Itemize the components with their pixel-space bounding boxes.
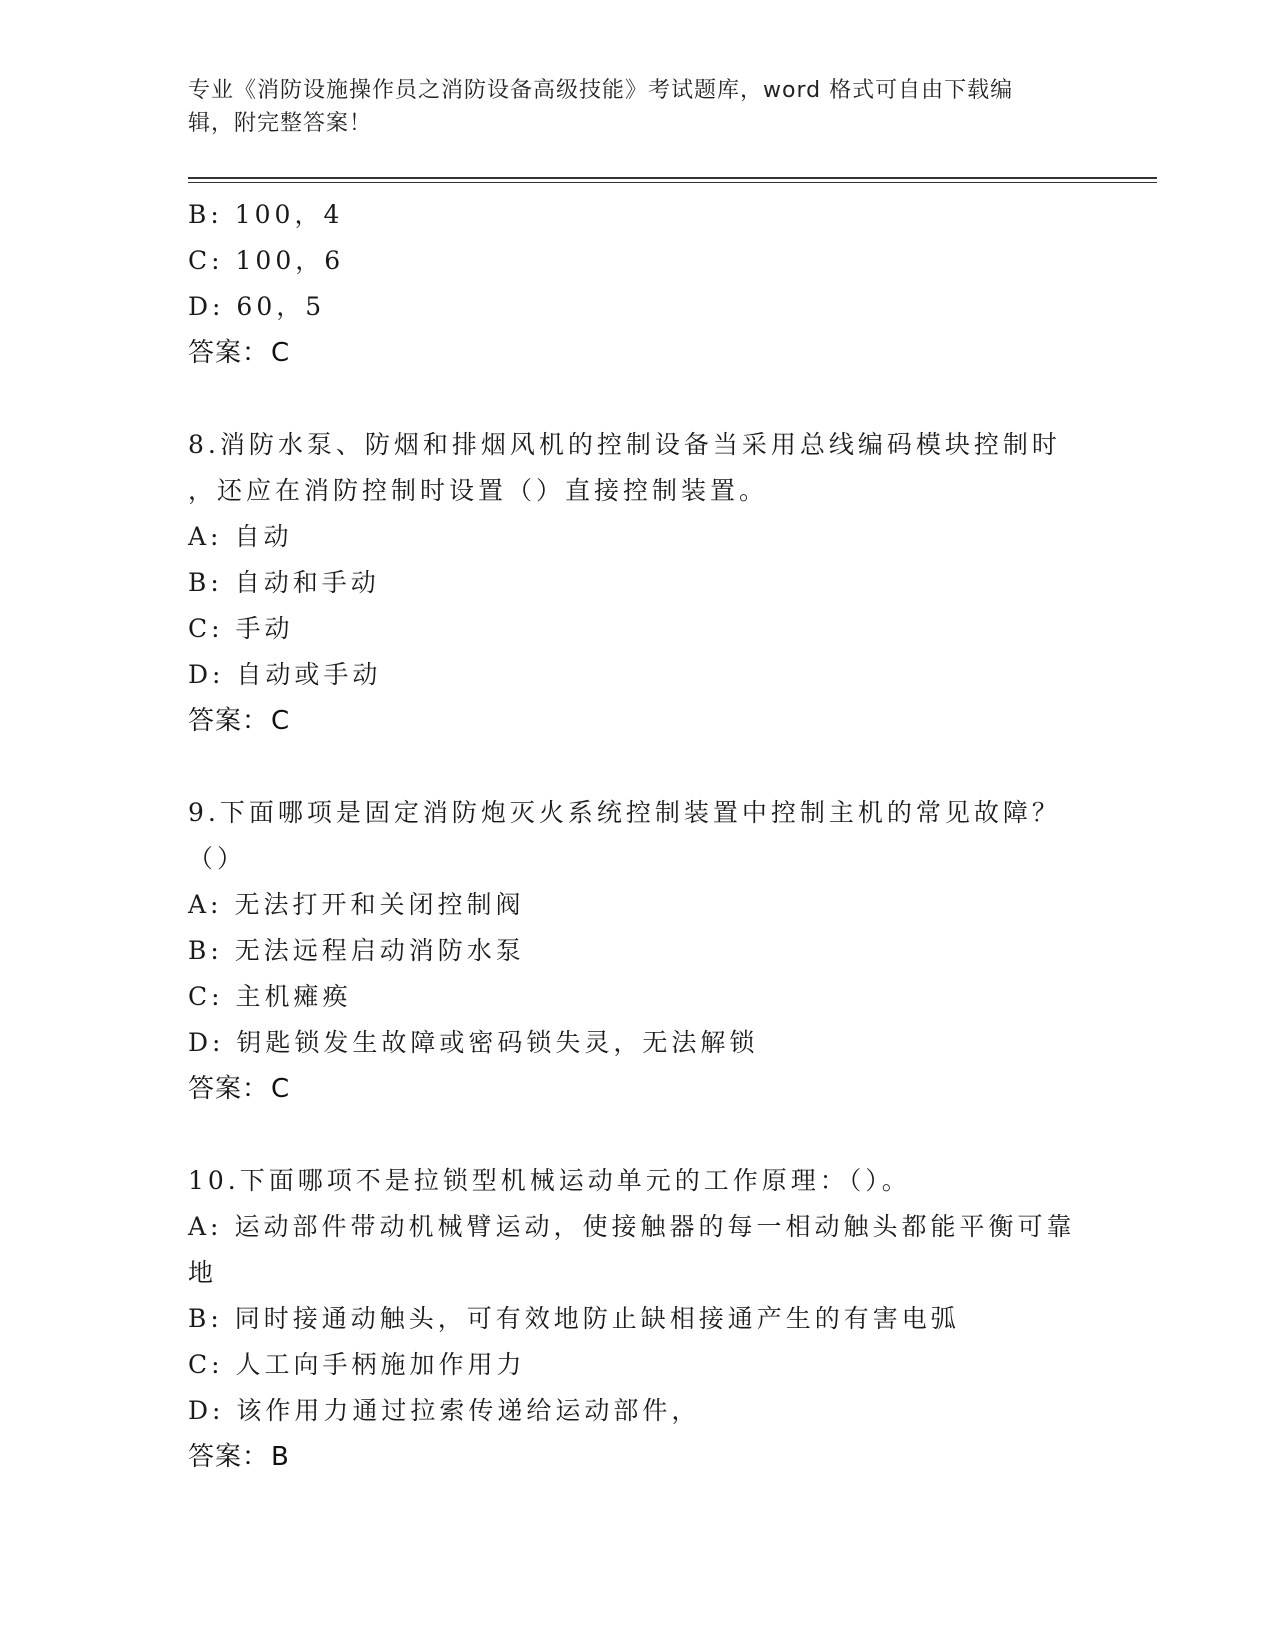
option-label: D: [188, 660, 225, 689]
answer-line [188, 698, 1108, 744]
option-c [188, 974, 1108, 1020]
question-stem-line-2: ，还应在消防控制时设置（）直接控制装置。 [188, 476, 769, 505]
question-stem-line-2: （） [188, 844, 247, 873]
answer-line [188, 1066, 1108, 1112]
option-c [188, 606, 1108, 652]
option-a-continuation: 地 [188, 1258, 218, 1287]
option-b [188, 928, 1108, 974]
option-text: 自动 [234, 522, 293, 551]
option-text: 自动和手动 [234, 568, 380, 597]
option-d [188, 284, 1108, 330]
option-text: 同时接通动触头，可有效地防止缺相接通产生的有害电弧 [234, 1304, 960, 1333]
spacer [188, 744, 1108, 790]
option-b [188, 1296, 1108, 1342]
answer-value: C [271, 706, 291, 736]
question-stem-line-1: 9.下面哪项是固定消防炮灭火系统控制装置中控制主机的常见故障？ [188, 798, 1061, 827]
option-label: A: [188, 522, 223, 551]
header-line-2: 辑，附完整答案！ [188, 111, 373, 136]
header-divider-thin [188, 182, 1157, 183]
option-label: D: [188, 292, 225, 321]
option-text: 60，5 [236, 292, 326, 321]
option-text: 钥匙锁发生故障或密码锁失灵，无法解锁 [236, 1028, 759, 1057]
option-a [188, 882, 1108, 928]
option-label: B: [188, 200, 223, 229]
option-text: 100，6 [235, 246, 345, 275]
answer-line [188, 330, 1108, 376]
option-text: 无法打开和关闭控制阀 [234, 890, 525, 919]
question-8-block [188, 422, 1108, 744]
option-label: D: [188, 1396, 225, 1425]
option-text: 手动 [235, 614, 294, 643]
answer-label: 答案： [188, 1074, 270, 1104]
answer-value: C [271, 338, 291, 368]
option-label: C: [188, 982, 224, 1011]
question-content [188, 192, 1108, 1480]
option-label: B: [188, 936, 223, 965]
option-text: 人工向手柄施加作用力 [235, 1350, 526, 1379]
option-text: 该作用力通过拉索传递给运动部件， [236, 1396, 701, 1425]
option-d [188, 1020, 1108, 1066]
answer-line [188, 1434, 1108, 1480]
option-d [188, 1388, 1108, 1434]
option-label: B: [188, 1304, 223, 1333]
header-divider-thick [188, 177, 1157, 179]
header-line-1: 专业《消防设施操作员之消防设备高级技能》考试题库，word 格式可自由下载编 [188, 78, 1014, 103]
option-label: A: [188, 890, 223, 919]
option-text: 无法远程启动消防水泵 [234, 936, 525, 965]
question-10-block [188, 1158, 1108, 1480]
option-label: A: [188, 1212, 223, 1241]
question-stem-line-1: 10.下面哪项不是拉锁型机械运动单元的工作原理：（）。 [188, 1166, 911, 1195]
option-text: 自动或手动 [236, 660, 382, 689]
option-d [188, 652, 1108, 698]
spacer [188, 1112, 1108, 1158]
option-label: C: [188, 614, 224, 643]
option-label: C: [188, 246, 224, 275]
option-label: B: [188, 568, 223, 597]
option-text: 100，4 [234, 200, 344, 229]
answer-label: 答案： [188, 1442, 270, 1472]
question-stem-line-1: 8.消防水泵、防烟和排烟风机的控制设备当采用总线编码模块控制时 [188, 430, 1061, 459]
option-a [188, 514, 1108, 560]
question-9-block [188, 790, 1108, 1112]
answer-value: C [271, 1074, 291, 1104]
spacer [188, 376, 1108, 422]
option-text: 主机瘫痪 [235, 982, 352, 1011]
answer-label: 答案： [188, 706, 270, 736]
option-a [188, 1204, 1108, 1250]
option-b [188, 192, 1108, 238]
document-header [188, 74, 1068, 140]
option-label: D: [188, 1028, 225, 1057]
option-c [188, 238, 1108, 284]
option-b [188, 560, 1108, 606]
option-text: 运动部件带动机械臂运动，使接触器的每一相动触头都能平衡可靠 [234, 1212, 1076, 1241]
prev-question-block [188, 192, 1108, 376]
option-c [188, 1342, 1108, 1388]
answer-value: B [271, 1442, 290, 1472]
answer-label: 答案： [188, 338, 270, 368]
option-label: C: [188, 1350, 224, 1379]
